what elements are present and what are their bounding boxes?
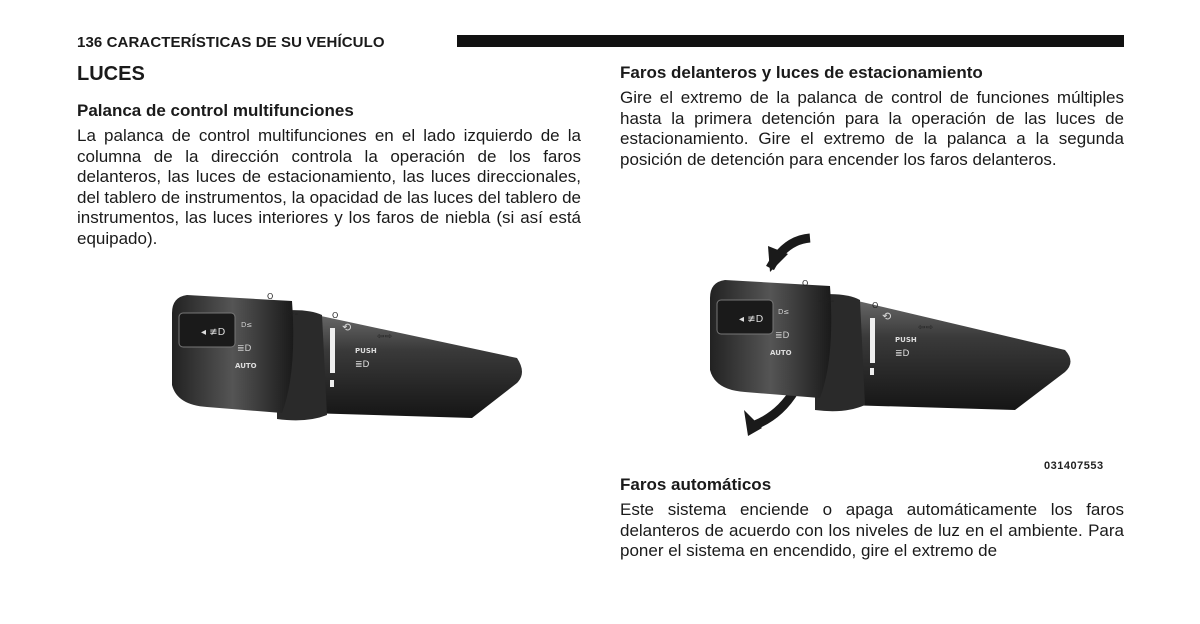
push-label: PUSH (355, 347, 377, 355)
section-title: LUCES (77, 63, 145, 85)
subheading-headlights-parking: Faros delanteros y luces de estacionamiento (620, 63, 983, 82)
svg-text:≣D: ≣D (237, 344, 252, 354)
header-rule (457, 35, 1124, 47)
auto-label: AUTO (235, 362, 257, 370)
svg-text:O: O (872, 301, 879, 310)
paragraph-multifunction-lever: La palanca de control multifunciones en el lado izquierdo de la columna de la dirección controla la operación de los faros delanteros, las luces de estacionamiento, las luces direccionales, del tablero de instrumentos, la opacidad de las luces del tablero de instrumentos, las luces interiores y los faros de niebla (si así está equipado). (77, 126, 581, 248)
svg-text:D≤: D≤ (778, 308, 790, 316)
svg-text:⟲: ⟲ (882, 310, 892, 323)
svg-text:◂ ≢D: ◂ ≢D (739, 314, 764, 325)
svg-text:≣D: ≣D (775, 331, 790, 341)
paragraph-headlights-parking: Gire el extremo de la palanca de control de funciones múltiples hasta la primera detención para la operación de las luces de estacionamiento. Gire el extremo de la palanca a la segunda posición de detención para encender los faros delanteros. (620, 88, 1124, 169)
right-column (620, 62, 1124, 170)
figure-code: 031407553 (1044, 460, 1104, 472)
right-column-lower (620, 474, 1124, 562)
svg-text:≣D: ≣D (355, 360, 370, 370)
page-header-title: 136 CARACTERÍSTICAS DE SU VEHÍCULO (77, 34, 385, 51)
svg-text:O: O (332, 311, 339, 320)
page-header (77, 33, 1124, 53)
svg-text:-☼-: -☼- (282, 309, 299, 320)
off-label: O (267, 292, 274, 301)
push-label-2: PUSH (895, 336, 917, 344)
svg-text:◂ ≢D: ◂ ≢D (201, 327, 226, 338)
left-column (77, 62, 581, 249)
subheading-automatic-headlights: Faros automáticos (620, 475, 772, 494)
svg-text:⟲: ⟲ (342, 321, 352, 334)
svg-text:≣D: ≣D (895, 349, 910, 359)
svg-text:⇦⇨: ⇦⇨ (377, 332, 393, 342)
auto-label-2: AUTO (770, 349, 792, 357)
svg-text:-☼-: -☼- (818, 296, 835, 307)
svg-text:⇦⇨: ⇦⇨ (918, 323, 934, 333)
paragraph-automatic-headlights: Este sistema enciende o apaga automáticamente los faros delanteros de acuerdo con los niveles de luz en el ambiente. Para poner el sistema en encendido, gire el extremo de (620, 500, 1124, 560)
svg-text:D≤: D≤ (241, 321, 253, 329)
multifunction-stalk-illustration (77, 273, 581, 463)
off-label-2: O (802, 279, 809, 288)
headlight-rotation-illustration (620, 210, 1124, 470)
subheading-multifunction-lever: Palanca de control multifunciones (77, 101, 354, 120)
